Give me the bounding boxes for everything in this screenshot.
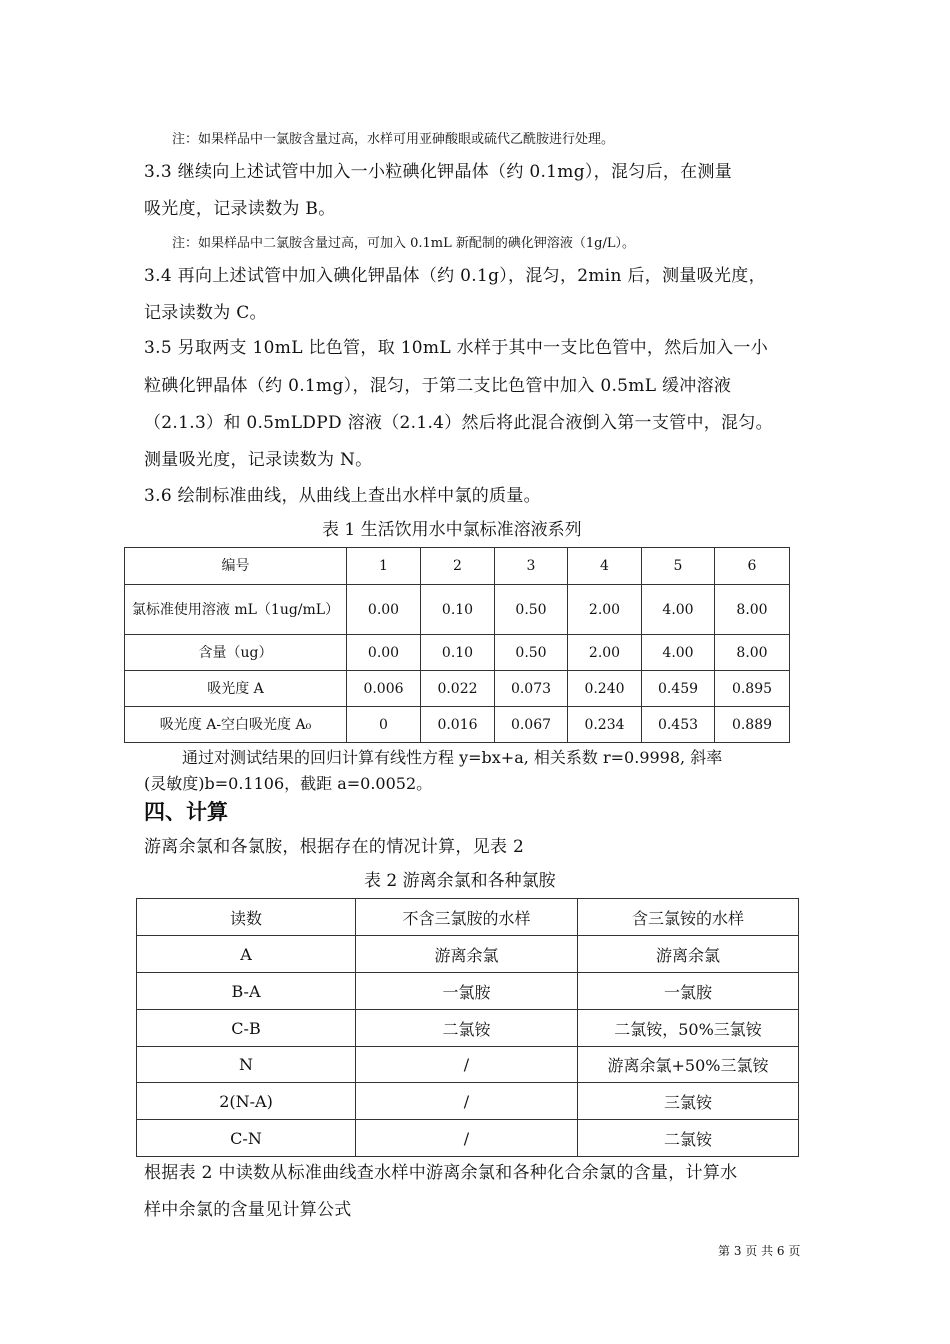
table-cell: 0.022 <box>421 671 495 707</box>
table-cell: 三氯铵 <box>578 1083 799 1120</box>
table-cell: 二氯铵，50%三氯铵 <box>578 1010 799 1047</box>
table-row <box>125 671 790 707</box>
regression-line-2: (灵敏度)b=0.1106，截距 a=0.0052。 <box>144 774 433 793</box>
table-row <box>125 707 790 743</box>
table-row <box>125 635 790 671</box>
table-cell: N <box>137 1047 356 1083</box>
table-row <box>137 1083 799 1120</box>
table-cell: 0.073 <box>495 671 568 707</box>
table-cell: 0.453 <box>642 707 715 743</box>
table-row <box>137 1010 799 1047</box>
step-3-5-line-3: （2.1.3）和 0.5mLDPD 溶液（2.1.4）然后将此混合液倒入第一支管中，混匀。 <box>144 413 773 433</box>
step-3-3-line-1: 3.3 继续向上述试管中加入一小粒碘化钾晶体（约 0.1mg），混匀后，在测量 <box>144 162 733 182</box>
table-cell: 一氯胺 <box>356 973 578 1010</box>
table-cell: 4.00 <box>642 635 715 671</box>
table-row <box>137 1047 799 1083</box>
table-cell: 一氯胺 <box>578 973 799 1010</box>
step-3-5-line-2: 粒碘化钾晶体（约 0.1mg），混匀，于第二支比色管中加入 0.5mL 缓冲溶液 <box>144 376 732 396</box>
table-cell: 4.00 <box>642 585 715 635</box>
table-cell: / <box>356 1083 578 1120</box>
step-3-4-line-1: 3.4 再向上述试管中加入碘化钾晶体（约 0.1g），混匀，2min 后，测量吸光度， <box>144 266 766 286</box>
table-cell: 0.006 <box>347 671 421 707</box>
table-cell: 0.240 <box>568 671 642 707</box>
table-cell: 4 <box>568 548 642 585</box>
table-cell: 游离余氯 <box>356 936 578 973</box>
step-3-3-line-2: 吸光度，记录读数为 B。 <box>144 199 336 219</box>
table-cell: 0.067 <box>495 707 568 743</box>
table-cell: 2.00 <box>568 635 642 671</box>
table-cell: C-N <box>137 1120 356 1157</box>
table-cell: 0.016 <box>421 707 495 743</box>
closing-line-2: 样中余氯的含量见计算公式 <box>144 1200 352 1220</box>
step-3-5-line-1: 3.5 另取两支 10mL 比色管，取 10mL 水样于其中一支比色管中，然后加入一小 <box>144 338 769 358</box>
note-dichloramine: 注：如果样品中二氯胺含量过高，可加入 0.1mL 新配制的碘化钾溶液（1g/L）。 <box>172 236 636 251</box>
closing-line-1: 根据表 2 中读数从标准曲线查水样中游离余氯和各种化合余氯的含量，计算水 <box>144 1163 738 1183</box>
table-cell: 编号 <box>125 548 347 585</box>
chlorine-readings-table <box>136 898 799 1157</box>
table2-caption: 表 2 游离余氯和各种氯胺 <box>364 871 556 891</box>
page-number: 第 3 页 共 6 页 <box>718 1244 801 1258</box>
table-cell: 含三氯铵的水样 <box>578 899 799 936</box>
table-row <box>137 1120 799 1157</box>
table-cell: 氯标准使用溶液 mL（1ug/mL） <box>125 585 347 635</box>
table-row <box>125 585 790 635</box>
step-3-4-line-2: 记录读数为 C。 <box>144 303 267 323</box>
table-cell: 0.00 <box>347 585 421 635</box>
table-row <box>137 899 799 936</box>
table-cell: 2(N-A) <box>137 1083 356 1120</box>
table-row <box>125 548 790 585</box>
table1-caption: 表 1 生活饮用水中氯标准溶液系列 <box>322 520 582 540</box>
table-cell: 0.895 <box>715 671 790 707</box>
table-cell: 0 <box>347 707 421 743</box>
table-cell: 0.50 <box>495 635 568 671</box>
table-row <box>137 936 799 973</box>
section-intro: 游离余氯和各氯胺，根据存在的情况计算，见表 2 <box>144 837 525 857</box>
step-3-5-line-4: 测量吸光度，记录读数为 N。 <box>144 450 373 470</box>
table-cell: 8.00 <box>715 635 790 671</box>
table-cell: 读数 <box>137 899 356 936</box>
table-cell: 1 <box>347 548 421 585</box>
table-cell: 游离余氯+50%三氯铵 <box>578 1047 799 1083</box>
table-cell: B-A <box>137 973 356 1010</box>
table-cell: 不含三氯胺的水样 <box>356 899 578 936</box>
table-cell: 5 <box>642 548 715 585</box>
table-cell: A <box>137 936 356 973</box>
section-heading-calculation: 四、计算 <box>144 800 228 824</box>
table-cell: / <box>356 1047 578 1083</box>
table-cell: 0.50 <box>495 585 568 635</box>
table-cell: 8.00 <box>715 585 790 635</box>
table-cell: 含量（ug） <box>125 635 347 671</box>
table-cell: 2 <box>421 548 495 585</box>
table-cell: 0.00 <box>347 635 421 671</box>
table-cell: 0.10 <box>421 585 495 635</box>
table-cell: 0.459 <box>642 671 715 707</box>
table-row <box>137 973 799 1010</box>
table-cell: 吸光度 A <box>125 671 347 707</box>
table-cell: 游离余氯 <box>578 936 799 973</box>
table-cell: 2.00 <box>568 585 642 635</box>
table-cell: 0.234 <box>568 707 642 743</box>
table-cell: 0.10 <box>421 635 495 671</box>
regression-line-1: 通过对测试结果的回归计算有线性方程 y=bx+a, 相关系数 r=0.9998, 斜率 <box>182 748 723 767</box>
table-cell: 二氯铵 <box>356 1010 578 1047</box>
note-monochloramine: 注：如果样品中一氯胺含量过高，水样可用亚砷酸眼或硫代乙酰胺进行处理。 <box>172 132 615 147</box>
table-cell: 3 <box>495 548 568 585</box>
table-cell: 6 <box>715 548 790 585</box>
standard-solution-table <box>124 547 790 743</box>
table-cell: / <box>356 1120 578 1157</box>
table-cell: 二氯铵 <box>578 1120 799 1157</box>
table-cell: C-B <box>137 1010 356 1047</box>
table-cell: 0.889 <box>715 707 790 743</box>
table-cell: 吸光度 A-空白吸光度 A₀ <box>125 707 347 743</box>
step-3-6: 3.6 绘制标准曲线，从曲线上查出水样中氯的质量。 <box>144 486 541 506</box>
